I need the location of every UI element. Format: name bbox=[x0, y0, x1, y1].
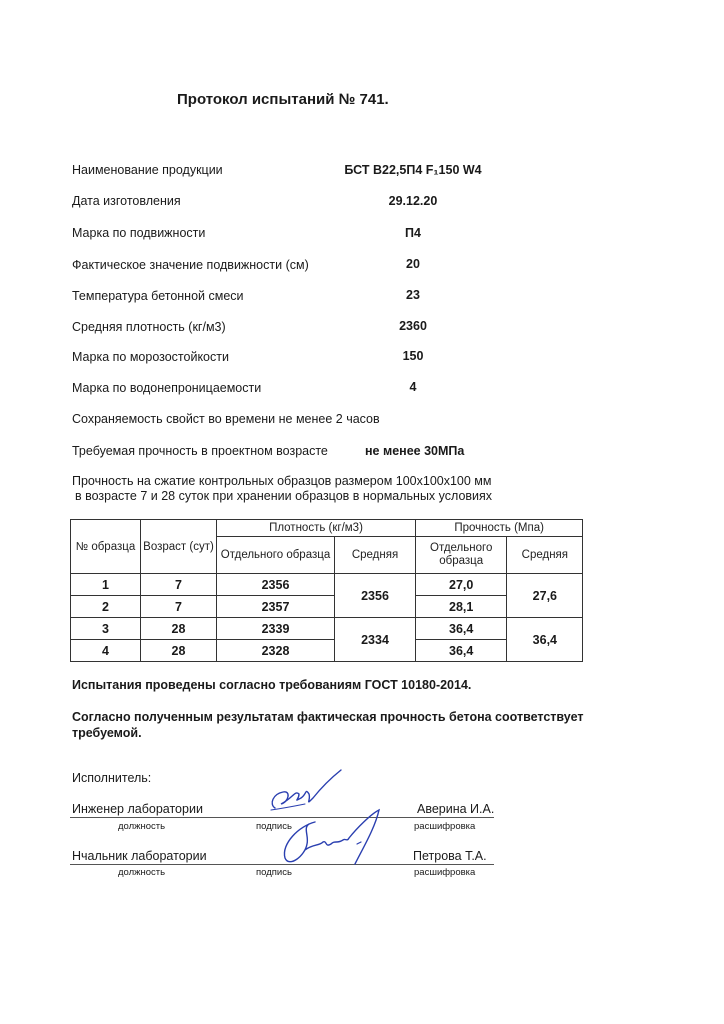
header-density-group: Плотность (кг/м3) bbox=[217, 520, 416, 537]
cell-avg-density: 2334 bbox=[335, 618, 416, 662]
page-title: Протокол испытаний № 741. bbox=[177, 91, 389, 108]
cell-density: 2356 bbox=[217, 574, 335, 596]
required-strength-value: не менее 30МПа bbox=[365, 444, 465, 458]
param-value-product: БСТ В22,5П4 F₁150 W4 bbox=[344, 163, 482, 177]
cell-age: 28 bbox=[141, 640, 217, 662]
retention-text: Сохраняемость свойст во времени не менее 2 часов bbox=[72, 412, 380, 426]
param-label-date: Дата изготовления bbox=[72, 194, 181, 208]
param-label-temperature: Температура бетонной смеси bbox=[72, 289, 244, 303]
cell-strength: 36,4 bbox=[416, 640, 507, 662]
table-row bbox=[71, 574, 583, 596]
cell-avg-strength: 27,6 bbox=[507, 574, 583, 618]
header-density-individual: Отдельного образца bbox=[217, 537, 335, 574]
param-label-mobility-grade: Марка по подвижности bbox=[72, 226, 206, 240]
param-value-density: 2360 bbox=[399, 319, 427, 333]
signatory-name: Аверина И.А. bbox=[417, 802, 495, 816]
header-strength-individual: Отдельного образца bbox=[416, 537, 507, 574]
compression-intro-line1: Прочность на сжатие контрольных образцов размером 100х100х100 мм bbox=[72, 474, 492, 488]
param-label-mobility-actual: Фактическое значение подвижности (см) bbox=[72, 258, 309, 272]
cell-strength: 28,1 bbox=[416, 596, 507, 618]
cell-avg-strength: 36,4 bbox=[507, 618, 583, 662]
required-strength-label: Требуемая прочность в проектном возрасте bbox=[72, 444, 328, 458]
header-strength-group: Прочность (Мпа) bbox=[416, 520, 583, 537]
param-label-water: Марка по водонепроницаемости bbox=[72, 381, 262, 395]
compression-intro-line2: в возрасте 7 и 28 суток при хранении образцов в нормальных условиях bbox=[75, 489, 493, 503]
cell-strength: 27,0 bbox=[416, 574, 507, 596]
caption-position: должность bbox=[118, 821, 166, 832]
param-label-density: Средняя плотность (кг/м3) bbox=[72, 320, 226, 334]
header-sample-no: № образца bbox=[71, 520, 141, 574]
cell-sample-no: 3 bbox=[71, 618, 141, 640]
table-row bbox=[71, 618, 583, 640]
header-age: Возраст (сут) bbox=[141, 520, 217, 574]
cell-sample-no: 1 bbox=[71, 574, 141, 596]
conclusion-gost: Испытания проведены согласно требованиям ГОСТ 10180-2014. bbox=[72, 678, 472, 692]
signatory-position: Инженер лаборатории bbox=[72, 802, 203, 816]
cell-density: 2328 bbox=[217, 640, 335, 662]
cell-age: 7 bbox=[141, 596, 217, 618]
cell-age: 28 bbox=[141, 618, 217, 640]
cell-sample-no: 2 bbox=[71, 596, 141, 618]
param-value-temperature: 23 bbox=[406, 288, 420, 302]
param-label-frost: Марка по морозостойкости bbox=[72, 350, 229, 364]
conclusion-result-line1: Согласно полученным результатам фактическая прочность бетона соответствует bbox=[72, 710, 584, 724]
param-value-date: 29.12.20 bbox=[388, 194, 438, 208]
cell-age: 7 bbox=[141, 574, 217, 596]
param-value-water: 4 bbox=[409, 380, 417, 394]
param-label-product: Наименование продукции bbox=[72, 163, 223, 177]
cell-avg-density: 2356 bbox=[335, 574, 416, 618]
param-value-mobility-grade: П4 bbox=[405, 226, 421, 240]
cell-sample-no: 4 bbox=[71, 640, 141, 662]
caption-position: должность bbox=[118, 867, 166, 878]
conclusion-result-line2: требуемой. bbox=[72, 726, 142, 740]
signatory-name: Петрова Т.А. bbox=[413, 849, 487, 863]
caption-signature: подпись bbox=[256, 821, 292, 832]
table-row bbox=[71, 596, 583, 618]
table-row bbox=[71, 640, 583, 662]
header-density-average: Средняя bbox=[335, 537, 416, 574]
param-value-mobility-actual: 20 bbox=[406, 257, 420, 271]
param-value-frost: 150 bbox=[402, 349, 424, 363]
signatory-position: Нчальник лаборатории bbox=[72, 849, 207, 863]
executor-label: Исполнитель: bbox=[72, 771, 152, 785]
cell-strength: 36,4 bbox=[416, 618, 507, 640]
cell-density: 2357 bbox=[217, 596, 335, 618]
cell-density: 2339 bbox=[217, 618, 335, 640]
caption-decoding: расшифровка bbox=[414, 821, 476, 832]
header-strength-average: Средняя bbox=[507, 537, 583, 574]
signature-2-icon bbox=[275, 808, 390, 873]
caption-signature: подпись bbox=[256, 867, 292, 878]
caption-decoding: расшифровка bbox=[414, 867, 476, 878]
results-table bbox=[70, 519, 583, 662]
